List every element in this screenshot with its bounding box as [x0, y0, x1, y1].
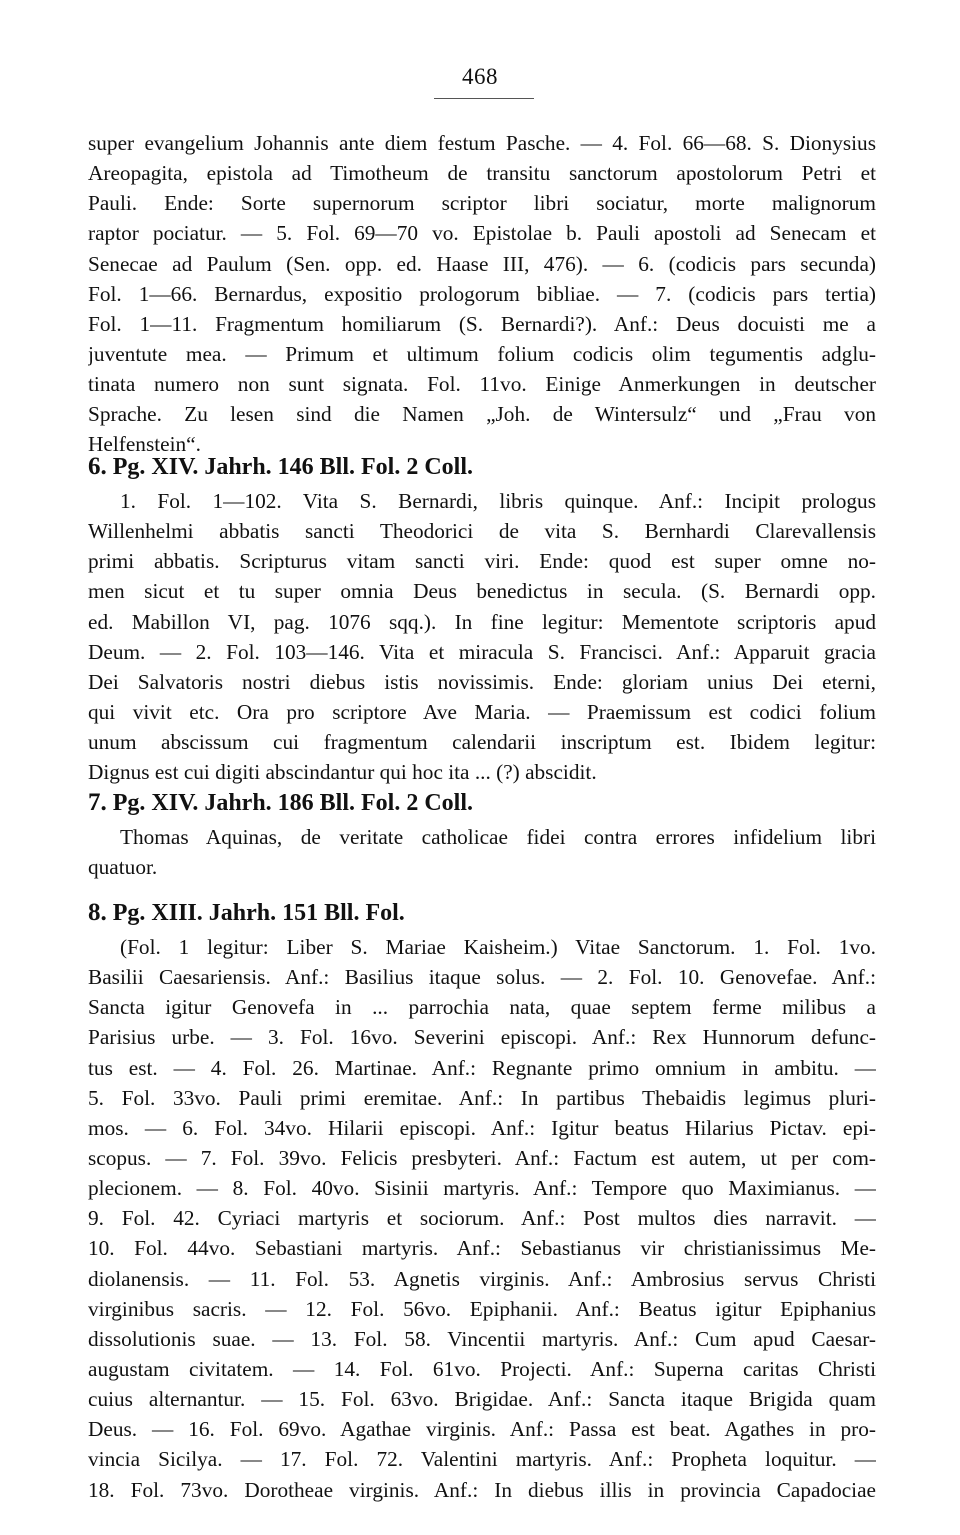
text-line: men sicut et tu super omnia Deus benedictus in secula. (S. Bernardi opp. [88, 579, 876, 604]
text-line: Dignus est cui digiti abscindantur qui hoc ita ... (?) abscidit. [88, 760, 597, 785]
text-line: Fol. 1—11. Fragmentum homiliarum (S. Bernardi?). Anf.: Deus docuisti me a [88, 311, 876, 336]
entry-7-body [88, 822, 876, 882]
text-line: Pauli. Ende: Sorte supernorum scriptor libri sociatur, morte malignorum [88, 191, 876, 216]
entry-5-continuation [88, 128, 876, 460]
text-line: Fol. 1—66. Bernardus, expositio prologorum bibliae. — 7. (codicis pars tertia) [88, 281, 876, 306]
text-line: scopus. — 7. Fol. 39vo. Felicis presbyteri. Anf.: Factum est autem, ut per com- [88, 1145, 876, 1170]
entry-heading-text: Pg. XIV. Jahrh. 186 Bll. Fol. 2 Coll. [112, 790, 474, 816]
text-line: Areopagita, epistola ad Timotheum de transitu sanctorum apostolorum Petri et [88, 161, 876, 186]
text-line: qui vivit etc. Ora pro scriptore Ave Maria. — Praemissum est codici folium [88, 699, 876, 724]
text-line: tus est. — 4. Fol. 26. Martinae. Anf.: Regnante primo omnium in ambitu. — [88, 1055, 876, 1080]
entry-8-heading [88, 898, 405, 928]
entry-number: 6. [88, 453, 107, 480]
text-line: Sancta igitur Genovefa in ... parrochia nata, quae septem ferme milibus a [88, 995, 876, 1020]
page-number-rule [434, 98, 534, 99]
text-line: vincia Sicilya. — 17. Fol. 72. Valentini martyris. Anf.: Propheta loquitur. — [88, 1447, 876, 1472]
entry-6-body [88, 486, 876, 787]
entry-8-body [88, 932, 876, 1505]
text-line: quatuor. [88, 855, 158, 880]
text-line: Senecae ad Paulum (Sen. opp. ed. Haase III, 476). — 6. (codicis pars secunda) [88, 251, 876, 276]
text-line: juventute mea. — Primum et ultimum folium codicis olim tegumentis adglu- [88, 341, 876, 366]
text-line: augustam civitatem. — 14. Fol. 61vo. Projecti. Anf.: Superna caritas Christi [88, 1356, 876, 1381]
text-line: ed. Mabillon VI, pag. 1076 sqq.). In fine legitur: Mementote scriptoris apud [88, 609, 876, 634]
entry-number: 8. [88, 899, 107, 926]
text-line: diolanensis. — 11. Fol. 53. Agnetis virginis. Anf.: Ambrosius servus Christi [88, 1266, 876, 1291]
text-line: Thomas Aquinas, de veritate catholicae fidei contra errores infidelium libri [120, 825, 876, 849]
text-line: 5. Fol. 33vo. Pauli primi eremitae. Anf.: In partibus Thebaidis legimus pluri- [88, 1085, 876, 1110]
text-line: super evangelium Johannis ante diem festum Pasche. — 4. Fol. 66—68. S. Dionysius [88, 131, 876, 155]
text-line: Sprache. Zu lesen sind die Namen „Joh. de Wintersulz“ und „Frau von [88, 402, 876, 427]
text-line: plecionem. — 8. Fol. 40vo. Sisinii martyris. Anf.: Tempore quo Maximianus. — [88, 1176, 876, 1201]
text-line: primi abbatis. Scripturus vitam sancti viri. Ende: quod est super omne no- [88, 549, 876, 574]
text-line: 9. Fol. 42. Cyriaci martyris et sociorum. Anf.: Post multos dies narravit. — [88, 1206, 876, 1231]
text-line: Willenhelmi abbatis sancti Theodorici de vita S. Bernhardi Clarevallensis [88, 519, 876, 544]
entry-heading-text: Pg. XIV. Jahrh. 146 Bll. Fol. 2 Coll. [112, 454, 474, 480]
entry-6-heading [88, 452, 473, 482]
text-line: mos. — 6. Fol. 34vo. Hilarii episcopi. Anf.: Igitur beatus Hilarius Pictav. epi- [88, 1115, 876, 1140]
text-line: Dei Salvatoris nostri diebus istis novissimis. Ende: gloriam unius Dei eterni, [88, 669, 876, 694]
text-line: virginibus sacris. — 12. Fol. 56vo. Epiphanii. Anf.: Beatus igitur Epiphanius [88, 1296, 876, 1321]
text-line: 10. Fol. 44vo. Sebastiani martyris. Anf.: Sebastianus vir christianissimus Me- [88, 1236, 876, 1261]
text-line: Helfenstein“. [88, 432, 201, 457]
entry-heading-text: Pg. XIII. Jahrh. 151 Bll. Fol. [112, 900, 405, 926]
text-line: Parisius urbe. — 3. Fol. 16vo. Severini episcopi. Anf.: Rex Hunnorum defunc- [88, 1025, 876, 1050]
text-line: cuius alternantur. — 15. Fol. 63vo. Brigidae. Anf.: Sancta itaque Brigida quam [88, 1387, 876, 1412]
text-line: unum abscissum cui fragmentum calendarii inscriptum est. Ibidem legitur: [88, 730, 876, 755]
entry-number: 7. [88, 789, 107, 816]
text-line: Deum. — 2. Fol. 103—146. Vita et miracula S. Francisci. Anf.: Apparuit gracia [88, 639, 876, 664]
text-line: raptor pociatur. — 5. Fol. 69—70 vo. Epistolae b. Pauli apostoli ad Senecam et [88, 221, 876, 246]
text-line: dissolutionis suae. — 13. Fol. 58. Vincentii martyris. Anf.: Cum apud Caesar- [88, 1326, 876, 1351]
text-line: (Fol. 1 legitur: Liber S. Mariae Kaisheim.) Vitae Sanctorum. 1. Fol. 1vo. [120, 935, 876, 959]
entry-7-heading [88, 788, 473, 818]
text-line: tinata numero non sunt signata. Fol. 11vo. Einige Anmerkungen in deutscher [88, 372, 876, 397]
text-line: Deus. — 16. Fol. 69vo. Agathae virginis. Anf.: Passa est beat. Agathes in pro- [88, 1417, 876, 1442]
text-line: Basilii Caesariensis. Anf.: Basilius itaque solus. — 2. Fol. 10. Genovefae. Anf.: [88, 965, 876, 990]
text-line: 18. Fol. 73vo. Dorotheae virginis. Anf.: In diebus illis in provincia Capadociae [88, 1477, 876, 1502]
page-number: 468 [462, 64, 498, 89]
text-line: 1. Fol. 1—102. Vita S. Bernardi, libris quinque. Anf.: Incipit prologus [120, 489, 876, 513]
